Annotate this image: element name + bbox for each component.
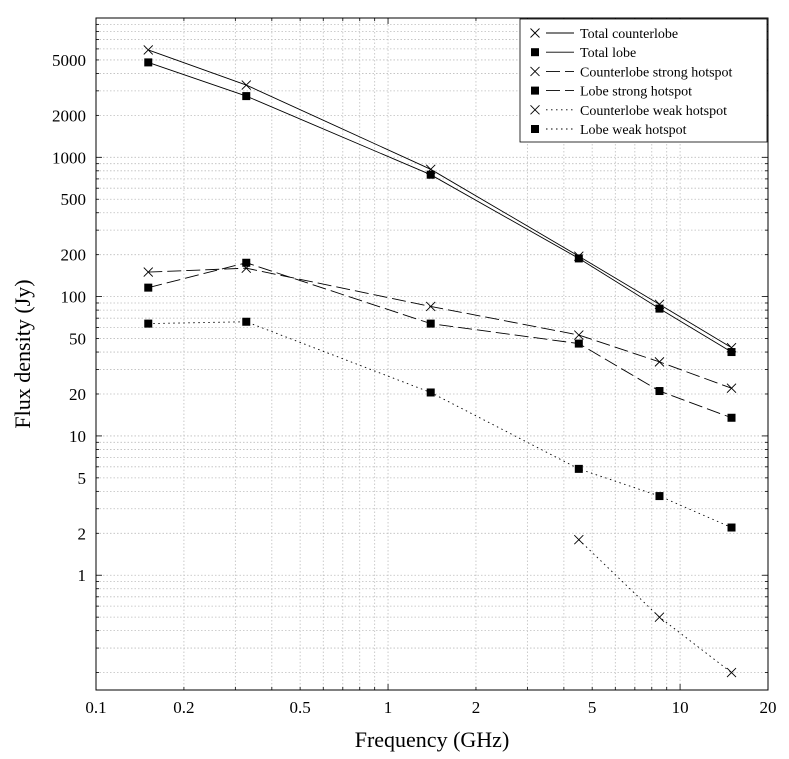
square-marker	[575, 465, 583, 473]
x-axis-title: Frequency (GHz)	[354, 727, 510, 752]
square-marker	[531, 48, 539, 56]
square-marker	[144, 284, 152, 292]
y-tick-label: 500	[60, 190, 86, 210]
square-marker	[144, 58, 152, 66]
square-marker	[655, 492, 663, 500]
square-marker	[655, 305, 663, 313]
legend-label: Counterlobe weak hotspot	[580, 103, 727, 119]
x-marker	[727, 384, 736, 393]
square-marker	[531, 87, 539, 95]
series-line	[148, 263, 731, 418]
legend-label: Total lobe	[580, 46, 637, 62]
square-marker	[242, 92, 250, 100]
x-tick-label: 0.2	[173, 698, 195, 717]
legend-label: Counterlobe strong hotspot	[580, 65, 733, 81]
x-tick-label: 5	[587, 698, 597, 717]
x-tick-label: 10	[671, 698, 689, 717]
square-marker	[427, 320, 435, 328]
y-tick-label: 5	[77, 468, 86, 488]
y-tick-label: 200	[60, 245, 86, 265]
x-marker	[242, 81, 251, 90]
y-tick-label: 1000	[52, 148, 86, 168]
x-tick-label: 0.5	[289, 698, 311, 717]
series-line	[148, 268, 731, 388]
series-line	[148, 322, 731, 528]
legend-label: Total counterlobe	[580, 27, 679, 42]
square-marker	[531, 125, 539, 133]
series-6	[144, 318, 735, 532]
y-axis-title: Flux density (Jy)	[10, 279, 35, 429]
square-marker	[655, 387, 663, 395]
legend-label: Lobe weak hotspot	[580, 123, 687, 138]
x-marker	[574, 331, 583, 340]
x-marker	[574, 535, 583, 544]
y-tick-label: 20	[69, 384, 86, 404]
y-tick-label: 2000	[52, 106, 86, 126]
square-marker	[575, 340, 583, 348]
square-marker	[427, 388, 435, 396]
square-marker	[144, 320, 152, 328]
y-tick-label: 1	[77, 566, 86, 586]
x-marker	[655, 357, 664, 366]
square-marker	[728, 348, 736, 356]
x-tick-label: 2	[471, 698, 481, 717]
y-tick-label: 2	[77, 524, 86, 544]
y-tick-label: 50	[69, 329, 86, 349]
y-tick-label: 5000	[52, 50, 86, 70]
x-marker	[727, 668, 736, 677]
square-marker	[427, 171, 435, 179]
x-tick-label: 20	[759, 698, 777, 717]
x-marker	[144, 45, 153, 54]
legend	[520, 19, 767, 142]
series-5	[574, 535, 736, 677]
square-marker	[728, 414, 736, 422]
square-marker	[242, 259, 250, 267]
x-marker	[426, 302, 435, 311]
x-tick-label: 1	[383, 698, 393, 717]
square-marker	[728, 524, 736, 532]
legend-label: Lobe strong hotspot	[580, 84, 692, 100]
x-tick-label: 0.1	[85, 698, 107, 717]
square-marker	[242, 318, 250, 326]
y-tick-label: 100	[60, 287, 86, 307]
series-3	[144, 264, 736, 393]
y-tick-label: 10	[69, 426, 86, 446]
square-marker	[575, 254, 583, 262]
